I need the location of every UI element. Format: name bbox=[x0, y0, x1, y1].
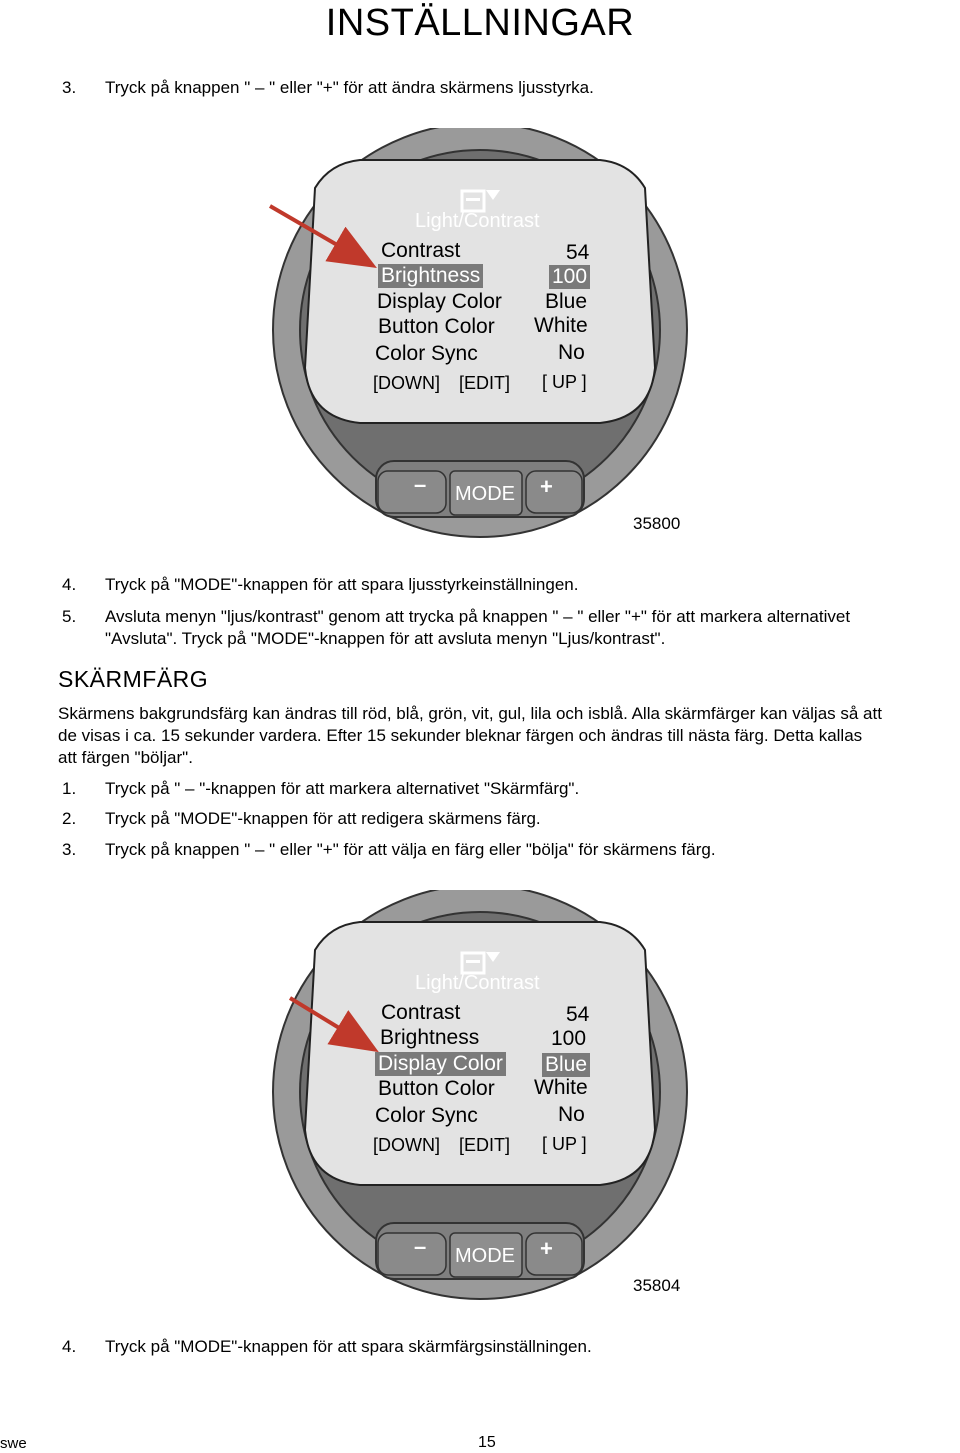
paragraph-line: att färgen "böljar". bbox=[58, 748, 193, 767]
step-number: 3. bbox=[62, 840, 77, 859]
softkey-edit: [EDIT] bbox=[459, 1135, 511, 1155]
step-4-bottom bbox=[62, 1337, 592, 1357]
step-text: Tryck på " – "-knappen för att markera alternativet "Skärmfärg". bbox=[105, 779, 580, 798]
mode-button[interactable]: MODE bbox=[455, 483, 515, 505]
step-2-section bbox=[62, 809, 541, 829]
step-text: Tryck på knappen " – " eller "+" för att ändra skärmens ljusstyrka. bbox=[105, 78, 594, 97]
row-value-contrast: 54 bbox=[566, 241, 590, 264]
paragraph-line: de visas i ca. 15 sekunder vardera. Efter 15 sekunder bleknar färgen och ändras till nästa färg. Detta kallas bbox=[58, 726, 863, 745]
plus-button-shape bbox=[526, 471, 582, 513]
step-5-continuation: "Avsluta". Tryck på "MODE"-knappen för att avsluta menyn "Ljus/kontrast". bbox=[105, 629, 666, 648]
minus-button-shape bbox=[378, 1233, 446, 1275]
softkey-down: [DOWN] bbox=[373, 373, 440, 393]
footer-language: swe bbox=[0, 1435, 27, 1452]
step-number: 4. bbox=[62, 1337, 77, 1356]
step-text: Tryck på "MODE"-knappen för att spara skärmfärgsinställningen. bbox=[105, 1337, 592, 1356]
step-4-mid bbox=[62, 575, 578, 595]
row-label-display-color-highlighted: Display Color bbox=[375, 1052, 506, 1076]
step-number: 4. bbox=[62, 575, 77, 594]
figure-number-2: 35804 bbox=[633, 1276, 681, 1295]
step-number: 2. bbox=[62, 809, 77, 828]
screen-title: Light/Contrast bbox=[415, 210, 540, 232]
step-text: Tryck på knappen " – " eller "+" för att välja en färg eller "bölja" för skärmens färg. bbox=[105, 840, 716, 859]
row-label-contrast: Contrast bbox=[381, 1001, 461, 1024]
row-value-display-color-highlighted: Blue bbox=[542, 1053, 590, 1077]
step-number: 5. bbox=[62, 607, 77, 626]
gauge-figure-1 bbox=[0, 128, 960, 538]
row-label-color-sync: Color Sync bbox=[375, 342, 478, 365]
section-heading: SKÄRMFÄRG bbox=[58, 666, 209, 692]
plus-button-shape bbox=[526, 1233, 582, 1275]
plus-button[interactable]: + bbox=[540, 1236, 553, 1261]
gauge-figure-2 bbox=[0, 890, 960, 1300]
minus-button-shape bbox=[378, 471, 446, 513]
row-label-button-color: Button Color bbox=[378, 315, 495, 338]
step-1-section bbox=[62, 779, 579, 799]
step-number: 1. bbox=[62, 779, 77, 798]
row-label-button-color: Button Color bbox=[378, 1077, 495, 1100]
row-label-display-color: Display Color bbox=[377, 290, 502, 313]
minus-button[interactable]: – bbox=[414, 1234, 427, 1259]
screen-title: Light/Contrast bbox=[415, 972, 540, 994]
row-label-contrast: Contrast bbox=[381, 239, 461, 262]
figure-number-1: 35800 bbox=[633, 514, 681, 533]
step-3-top bbox=[62, 78, 594, 98]
row-value-contrast: 54 bbox=[566, 1003, 590, 1026]
paragraph-line: Skärmens bakgrundsfärg kan ändras till röd, blå, grön, vit, gul, lila och isblå. Alla skärmfärger kan väljas så att bbox=[58, 704, 882, 723]
page-number: 15 bbox=[478, 1434, 496, 1451]
row-value-display-color: Blue bbox=[545, 290, 588, 313]
step-text: Avsluta menyn "ljus/kontrast" genom att trycka på knappen " – " eller "+" för att markera alternativet bbox=[105, 607, 851, 626]
row-value-color-sync: No bbox=[558, 1103, 585, 1126]
page-title: INSTÄLLNINGAR bbox=[325, 2, 635, 44]
softkey-edit: [EDIT] bbox=[459, 373, 511, 393]
row-value-color-sync: No bbox=[558, 341, 585, 364]
minus-button[interactable]: – bbox=[414, 472, 427, 497]
softkey-up: [ UP ] bbox=[542, 372, 587, 392]
softkey-up: [ UP ] bbox=[542, 1134, 587, 1154]
row-label-color-sync: Color Sync bbox=[375, 1104, 478, 1127]
row-value-button-color: White bbox=[534, 1076, 588, 1099]
row-value-brightness-highlighted: 100 bbox=[549, 265, 590, 289]
step-3-section bbox=[62, 840, 716, 860]
step-text: Tryck på "MODE"-knappen för att spara ljusstyrkeinställningen. bbox=[105, 575, 579, 594]
softkey-down: [DOWN] bbox=[373, 1135, 440, 1155]
mode-button[interactable]: MODE bbox=[455, 1245, 515, 1267]
step-5-mid bbox=[62, 607, 850, 627]
step-number: 3. bbox=[62, 78, 77, 97]
row-label-brightness-highlighted: Brightness bbox=[378, 264, 483, 288]
section-paragraph bbox=[58, 703, 958, 769]
step-text: Tryck på "MODE"-knappen för att redigera skärmens färg. bbox=[105, 809, 541, 828]
row-value-brightness: 100 bbox=[551, 1027, 587, 1050]
row-value-button-color: White bbox=[534, 314, 588, 337]
row-label-brightness: Brightness bbox=[380, 1026, 480, 1049]
plus-button[interactable]: + bbox=[540, 474, 553, 499]
